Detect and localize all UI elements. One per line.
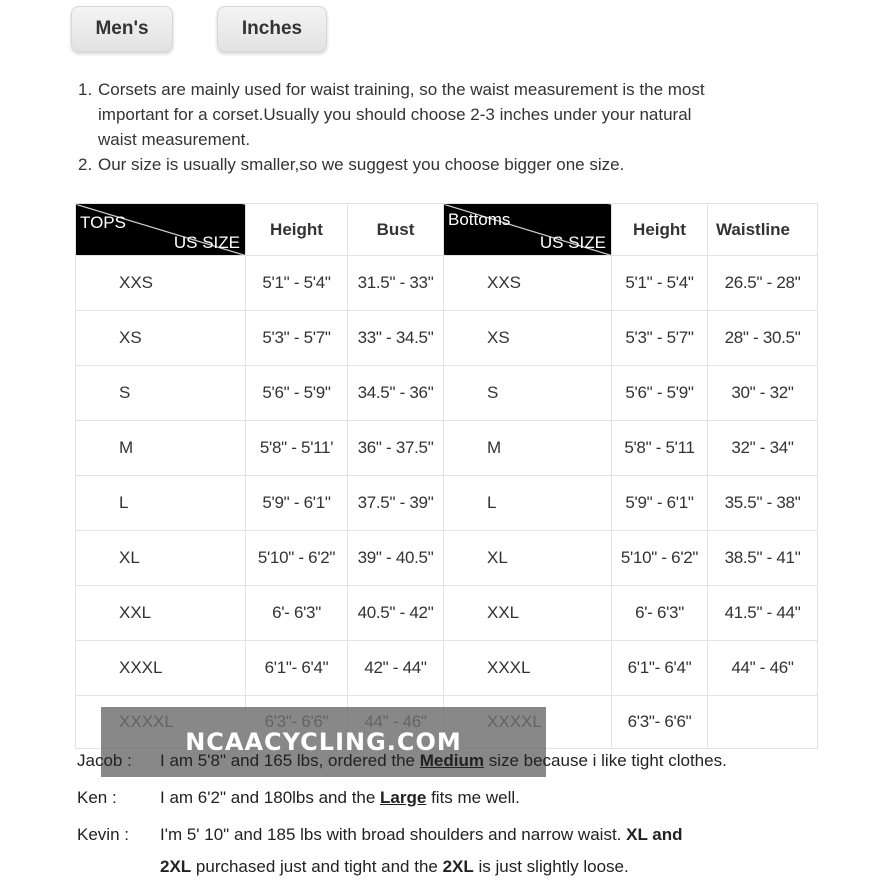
recommended-size: Large	[380, 788, 427, 807]
bottoms-waistline-cell: 30" - 32"	[708, 366, 818, 421]
tops-height-cell: 5'1" - 5'4"	[246, 256, 348, 311]
bottoms-waistline-cell: 44" - 46"	[708, 641, 818, 696]
tops-size-cell: XXXL	[76, 641, 246, 696]
bottoms-size-cell: M	[444, 421, 612, 476]
tops-bust-cell: 37.5" - 39"	[348, 476, 444, 531]
recommended-size: 2XL	[160, 857, 192, 876]
tops-bust-header: Bust	[348, 204, 444, 256]
inches-button[interactable]: Inches	[217, 6, 327, 52]
review-text-part: I am 5'8" and 165 lbs, ordered the	[160, 751, 420, 770]
note-2	[78, 152, 778, 177]
reviewer-name: Ken :	[77, 788, 117, 807]
table-row	[76, 421, 818, 476]
recommended-size: Medium	[419, 751, 484, 770]
bottoms-height-cell: 6'1"- 6'4"	[612, 641, 708, 696]
tops-bust-cell: 40.5" - 42"	[348, 586, 444, 641]
tops-size-cell: XS	[76, 311, 246, 366]
size-chart-body	[76, 256, 818, 749]
table-row	[76, 476, 818, 531]
bottoms-height-cell: 5'10" - 6'2"	[612, 531, 708, 586]
review-text-part: is just slightly loose.	[473, 857, 629, 876]
tops-label: TOPS	[80, 213, 126, 232]
bottoms-waistline-cell: 28" - 30.5"	[708, 311, 818, 366]
recommended-size: 2XL	[442, 857, 474, 876]
reviewer-name: Jacob :	[77, 751, 132, 770]
tops-height-cell: 5'10" - 6'2"	[246, 531, 348, 586]
bottoms-label: Bottoms	[448, 210, 511, 229]
review-jacob	[77, 751, 877, 788]
tops-height-cell: 6'- 6'3"	[246, 586, 348, 641]
tops-bust-cell: 39" - 40.5"	[348, 531, 444, 586]
reviewer-name: Kevin :	[77, 825, 129, 844]
bottoms-size-cell: XL	[444, 531, 612, 586]
tops-us-size-label: US SIZE	[173, 233, 240, 252]
bottoms-us-size-header	[444, 204, 612, 256]
tops-size-cell: XXL	[76, 586, 246, 641]
tops-bust-cell: 42" - 44"	[348, 641, 444, 696]
bottoms-size-cell: XXS	[444, 256, 612, 311]
table-row	[76, 531, 818, 586]
tops-size-cell: XXS	[76, 256, 246, 311]
size-chart-table	[75, 203, 818, 749]
note-1	[78, 77, 778, 152]
bottoms-size-cell: XXXL	[444, 641, 612, 696]
size-notes	[78, 77, 778, 177]
table-row	[76, 586, 818, 641]
bottoms-size-cell: XS	[444, 311, 612, 366]
table-row	[76, 641, 818, 696]
bottoms-height-cell: 6'- 6'3"	[612, 586, 708, 641]
note-2-number: 2.	[78, 155, 93, 174]
bottoms-height-header: Height	[612, 204, 708, 256]
tops-height-cell: 5'3" - 5'7"	[246, 311, 348, 366]
tops-height-cell: 6'1"- 6'4"	[246, 641, 348, 696]
bottoms-waistline-cell: 26.5" - 28"	[708, 256, 818, 311]
bottoms-waistline-cell: 35.5" - 38"	[708, 476, 818, 531]
review-text	[160, 825, 683, 845]
tops-size-cell: XL	[76, 531, 246, 586]
bottoms-size-cell: L	[444, 476, 612, 531]
tops-height-cell: 5'8" - 5'11'	[246, 421, 348, 476]
table-header-row	[76, 204, 818, 256]
tops-bust-cell: 34.5" - 36"	[348, 366, 444, 421]
bottoms-us-size-label: US SIZE	[539, 233, 606, 252]
mens-button[interactable]: Men's	[71, 6, 173, 52]
tops-bust-cell: 31.5" - 33"	[348, 256, 444, 311]
review-ken	[77, 788, 877, 825]
tops-size-cell: L	[76, 476, 246, 531]
review-text-part: purchased just and tight and the	[191, 857, 443, 876]
note-1-number: 1.	[78, 80, 93, 99]
bottoms-waistline-cell: 38.5" - 41"	[708, 531, 818, 586]
note-1-line-3: waist measurement.	[98, 130, 251, 149]
watermark-text: NCAACYCLING.COM	[185, 728, 462, 756]
recommended-size: XL and	[626, 825, 683, 844]
bottoms-height-cell: 5'9" - 6'1"	[612, 476, 708, 531]
bottoms-height-cell: 5'3" - 5'7"	[612, 311, 708, 366]
bottoms-waistline-cell	[708, 696, 818, 749]
review-kevin	[77, 825, 877, 876]
note-1-line-1: Corsets are mainly used for waist training, so the waist measurement is the most	[98, 80, 705, 99]
bottoms-height-cell: 5'6" - 5'9"	[612, 366, 708, 421]
review-text-part: I'm 5' 10" and 185 lbs with broad shoulders and narrow waist.	[160, 825, 627, 844]
tops-size-cell: M	[76, 421, 246, 476]
note-2-line-1: Our size is usually smaller,so we suggest you choose bigger one size.	[98, 155, 625, 174]
bottoms-waistline-header: Waistline	[708, 204, 818, 256]
note-1-line-2: important for a corset.Usually you should choose 2-3 inches under your natural	[98, 105, 692, 124]
tops-size-cell: S	[76, 366, 246, 421]
customer-reviews	[77, 751, 877, 876]
bottoms-size-cell: S	[444, 366, 612, 421]
table-row	[76, 366, 818, 421]
tops-height-cell: 5'6" - 5'9"	[246, 366, 348, 421]
bottoms-height-cell: 5'1" - 5'4"	[612, 256, 708, 311]
tops-us-size-header	[76, 204, 246, 256]
bottoms-waistline-cell: 32" - 34"	[708, 421, 818, 476]
tops-bust-cell: 33" - 34.5"	[348, 311, 444, 366]
review-text	[160, 751, 727, 771]
bottoms-height-cell: 5'8" - 5'11	[612, 421, 708, 476]
table-row	[76, 256, 818, 311]
bottoms-height-cell: 6'3"- 6'6"	[612, 696, 708, 749]
table-row	[76, 311, 818, 366]
review-text-part: fits me well.	[426, 788, 520, 807]
bottoms-size-cell: XXL	[444, 586, 612, 641]
bottoms-waistline-cell: 41.5" - 44"	[708, 586, 818, 641]
review-text-part: size because i like tight clothes.	[483, 751, 727, 770]
review-text	[160, 788, 520, 808]
tops-height-cell: 5'9" - 6'1"	[246, 476, 348, 531]
tops-bust-cell: 36" - 37.5"	[348, 421, 444, 476]
tops-height-header: Height	[246, 204, 348, 256]
review-text-line-2	[160, 857, 629, 877]
review-text-part: I am 6'2" and 180lbs and the	[160, 788, 381, 807]
